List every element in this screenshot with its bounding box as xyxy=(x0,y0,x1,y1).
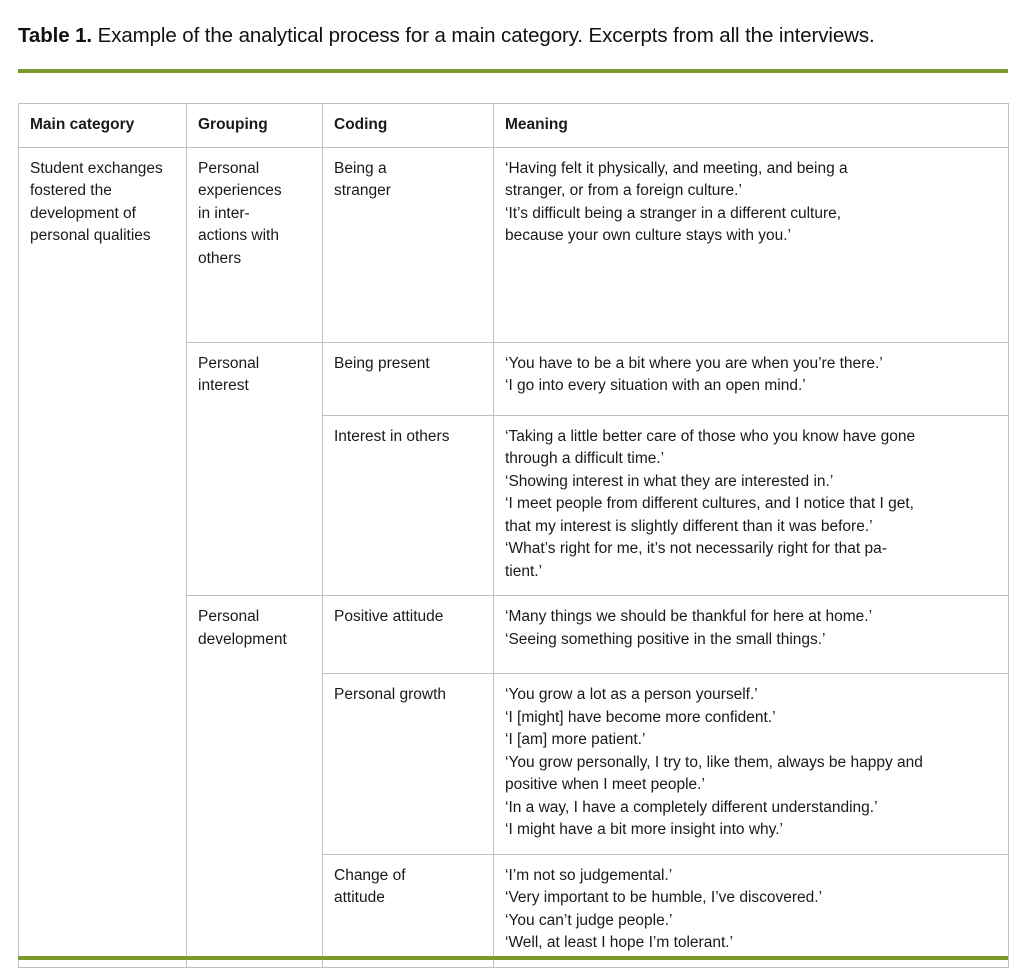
grouping-line: others xyxy=(198,249,242,267)
main-category-line: development of xyxy=(30,204,136,222)
analytical-process-table xyxy=(18,103,1009,968)
cell-grouping xyxy=(187,342,323,596)
quote-line: ‘In a way, I have a completely different understanding.’ xyxy=(505,798,878,816)
grouping-line: Personal xyxy=(198,159,260,177)
quote-line: ‘I might have a bit more insight into why.’ xyxy=(505,821,783,838)
coding-line: Being a xyxy=(334,159,387,177)
cell-main-category xyxy=(19,147,187,967)
quote-line: ‘Showing interest in what they are interested in.’ xyxy=(505,472,834,490)
column-header-main-category: Main category xyxy=(19,104,187,148)
table-caption-text: Example of the analytical process for a main category. Excerpts from all the interviews. xyxy=(97,24,875,47)
quote-line: ‘Many things we should be thankful for here at home.’ xyxy=(505,608,873,625)
cell-meaning xyxy=(494,854,1009,967)
table-container xyxy=(18,103,1008,968)
quote-line: ‘Very important to be humble, I’ve discovered.’ xyxy=(505,889,823,906)
coding-line: Change of xyxy=(334,866,406,884)
grouping-line: experiences xyxy=(198,182,282,199)
caption-rule-top xyxy=(18,69,1008,73)
coding-line: stranger xyxy=(334,182,391,199)
table-row xyxy=(19,147,1009,342)
coding-line: Positive attitude xyxy=(334,608,444,625)
quote-line: positive when I meet people.’ xyxy=(505,776,705,793)
cell-coding xyxy=(323,342,494,415)
quote-line: ‘It’s difficult being a stranger in a different culture, xyxy=(505,204,842,222)
quote-line: ‘I [might] have become more confident.’ xyxy=(505,708,776,726)
quote-line: ‘Taking a little better care of those who you know have gone xyxy=(505,427,916,445)
footer-rule-bottom xyxy=(18,956,1008,960)
cell-coding xyxy=(323,674,494,855)
column-header-coding: Coding xyxy=(323,104,494,148)
grouping-line: Personal xyxy=(198,608,260,625)
quote-line: ‘Having felt it physically, and meeting, and being a xyxy=(505,159,848,177)
grouping-line: in inter- xyxy=(198,204,250,222)
quote-line: through a difficult time.’ xyxy=(505,450,665,467)
coding-line: Interest in others xyxy=(334,427,450,445)
cell-meaning xyxy=(494,596,1009,674)
coding-line: Being present xyxy=(334,354,430,372)
coding-line: attitude xyxy=(334,889,385,906)
cell-meaning xyxy=(494,674,1009,855)
table-caption-label: Table 1. xyxy=(18,24,93,47)
column-header-meaning: Meaning xyxy=(494,104,1009,148)
grouping-line: actions with xyxy=(198,227,279,244)
quote-line: ‘Well, at least I hope I’m tolerant.’ xyxy=(505,934,734,951)
column-header-grouping: Grouping xyxy=(187,104,323,148)
table-body xyxy=(19,147,1009,967)
quote-line: ‘I meet people from different cultures, and I notice that I get, xyxy=(505,495,914,512)
quote-line: ‘Seeing something positive in the small things.’ xyxy=(505,630,826,648)
cell-meaning xyxy=(494,342,1009,415)
table-header-row xyxy=(19,104,1009,148)
table-caption xyxy=(18,22,1008,50)
quote-line: ‘You grow a lot as a person yourself.’ xyxy=(505,686,758,703)
quote-line: ‘You can’t judge people.’ xyxy=(505,911,673,929)
quote-line: that my interest is slightly different than it was before.’ xyxy=(505,517,873,535)
quote-line: stranger, or from a foreign culture.’ xyxy=(505,182,742,199)
main-category-line: Student exchanges xyxy=(30,159,163,177)
cell-coding xyxy=(323,596,494,674)
cell-coding xyxy=(323,854,494,967)
grouping-line: interest xyxy=(198,377,249,394)
quote-line: ‘You grow personally, I try to, like them, always be happy and xyxy=(505,753,923,771)
grouping-line: Personal xyxy=(198,354,260,372)
cell-coding xyxy=(323,415,494,596)
cell-meaning xyxy=(494,147,1009,342)
coding-line: Personal growth xyxy=(334,686,447,703)
quote-line: tient.’ xyxy=(505,562,543,580)
cell-grouping xyxy=(187,147,323,342)
cell-grouping xyxy=(187,596,323,968)
cell-meaning xyxy=(494,415,1009,596)
quote-line: ‘I [am] more patient.’ xyxy=(505,731,646,748)
quote-line: ‘I go into every situation with an open mind.’ xyxy=(505,377,806,394)
main-category-line: fostered the xyxy=(30,182,112,199)
main-category-line: personal qualities xyxy=(30,227,151,244)
cell-coding xyxy=(323,147,494,342)
grouping-line: development xyxy=(198,630,287,648)
quote-line: ‘You have to be a bit where you are when you’re there.’ xyxy=(505,354,883,372)
quote-line: because your own culture stays with you.’ xyxy=(505,227,792,244)
quote-line: ‘What’s right for me, it’s not necessarily right for that pa- xyxy=(505,540,887,557)
quote-line: ‘I’m not so judgemental.’ xyxy=(505,866,673,884)
